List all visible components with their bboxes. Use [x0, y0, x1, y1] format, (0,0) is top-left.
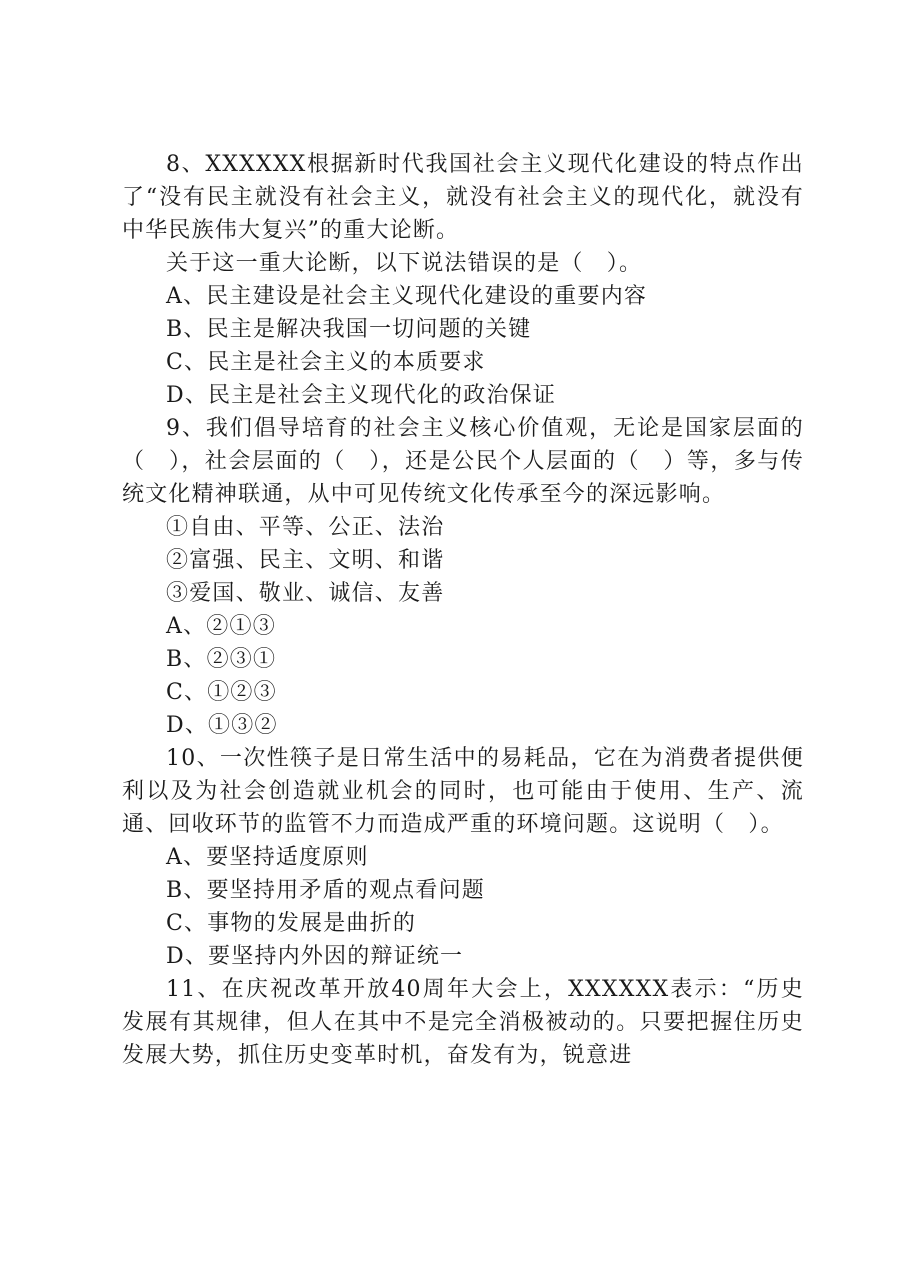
- document-body: [122, 148, 804, 1072]
- question-10-option-a: A、要坚持适度原则: [166, 845, 369, 870]
- question-11-stem: 11、在庆祝改革开放40周年大会上，XXXXXX表示：“历史发展有其规律，但人在其中不是完全消极被动的。只要把握住历史发展大势，抓住历史变革时机，奋发有为，锐意进: [122, 977, 804, 1068]
- question-9-option-a: A、②①③: [166, 614, 276, 639]
- question-8-option-b: B、民主是解决我国一切问题的关键: [166, 317, 532, 342]
- question-9-item-2: ②富强、民主、文明、和谐: [166, 548, 445, 573]
- question-10-option-d: D、要坚持内外因的辩证统一: [166, 944, 464, 969]
- question-9-item-3: ③爱国、敬业、诚信、友善: [166, 581, 445, 606]
- question-9-option-c: C、①②③: [166, 680, 277, 705]
- question-9-option-b: B、②③①: [166, 647, 277, 672]
- question-9-option-d: D、①③②: [166, 713, 278, 738]
- question-8-option-d: D、民主是社会主义现代化的政治保证: [166, 383, 557, 408]
- question-10-stem: 10、一次性筷子是日常生活中的易耗品，它在为消费者提供便利以及为社会创造就业机会的同时，也可能由于使用、生产、流通、回收环节的监管不力而造成严重的环境问题。这说明（ ）。: [122, 746, 804, 837]
- question-8-option-a: A、民主建设是社会主义现代化建设的重要内容: [166, 284, 648, 309]
- question-10-option-b: B、要坚持用矛盾的观点看问题: [166, 878, 485, 903]
- question-8-stem: 8、XXXXXX根据新时代我国社会主义现代化建设的特点作出了“没有民主就没有社会主义，就没有社会主义的现代化，就没有中华民族伟大复兴”的重大论断。: [122, 152, 804, 243]
- question-8-option-c: C、民主是社会主义的本质要求: [166, 350, 486, 375]
- question-9-stem: 9、我们倡导培育的社会主义核心价值观，无论是国家层面的（ ），社会层面的（ ），还是公民个人层面的（ ）等，多与传统文化精神联通，从中可见传统文化传承至今的深远影响。: [122, 416, 804, 507]
- question-9-item-1: ①自由、平等、公正、法治: [166, 515, 445, 540]
- question-10-option-c: C、事物的发展是曲折的: [166, 911, 417, 936]
- question-8-prompt: 关于这一重大论断，以下说法错误的是（ ）。: [166, 251, 643, 276]
